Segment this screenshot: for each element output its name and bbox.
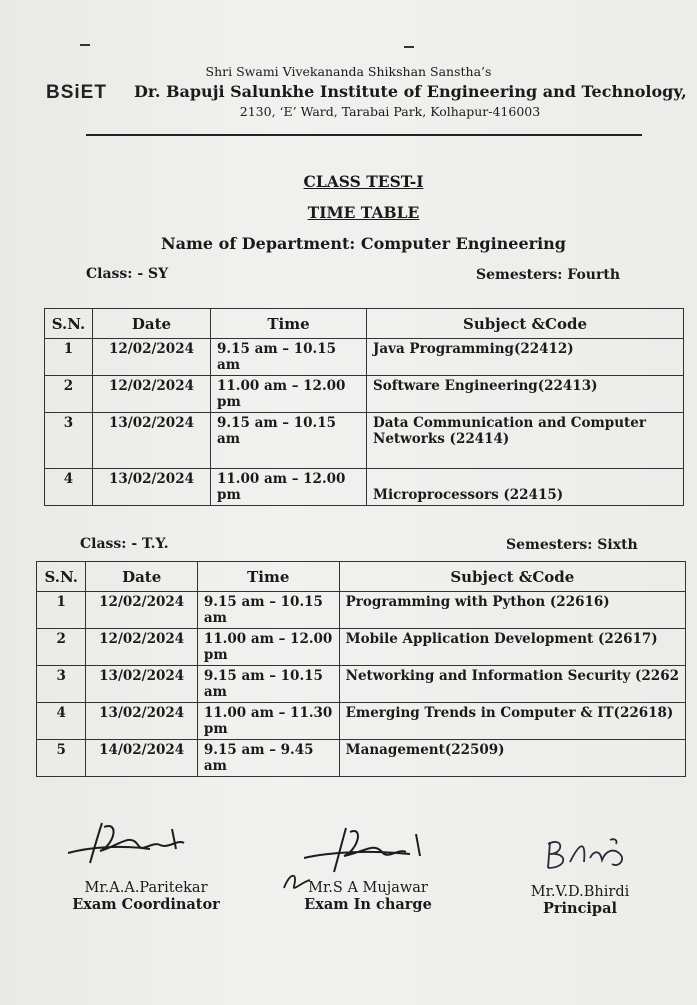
time-cell: 9.15 am – 10.15 am	[197, 592, 339, 629]
date-cell: 13/02/2024	[93, 469, 211, 506]
table-header-row	[45, 309, 684, 339]
document-subtitle: TIME TABLE	[307, 203, 420, 222]
table-row	[45, 339, 684, 376]
sn-cell: 2	[37, 629, 86, 666]
time-cell: 11.00 am – 11.30 pm	[197, 703, 339, 740]
sn-cell: 3	[37, 666, 86, 703]
column-header-subject: Subject &Code	[339, 562, 685, 592]
table-row	[37, 629, 686, 666]
table-row	[37, 592, 686, 629]
signatory-role: Exam Coordinator	[72, 896, 220, 913]
punch-mark	[404, 46, 414, 48]
subject-cell: Mobile Application Development (22617)	[339, 629, 685, 666]
date-cell: 13/02/2024	[93, 413, 211, 469]
time-cell: 9.15 am – 10.15 am	[211, 339, 367, 376]
sn-cell: 4	[45, 469, 93, 506]
punch-mark	[80, 44, 90, 46]
sn-cell: 1	[37, 592, 86, 629]
time-cell: 11.00 am – 12.00 pm	[211, 376, 367, 413]
signatory-block	[514, 884, 646, 917]
date-cell: 12/02/2024	[86, 629, 197, 666]
subject-cell: Networking and Information Security (2262	[339, 666, 685, 703]
date-cell: 13/02/2024	[86, 666, 197, 703]
time-cell: 11.00 am – 12.00 pm	[211, 469, 367, 506]
time-cell: 9.15 am – 10.15 am	[197, 666, 339, 703]
ty-timetable	[36, 561, 686, 777]
time-cell: 9.15 am – 10.15 am	[211, 413, 367, 469]
document-title: CLASS TEST-I	[303, 172, 424, 191]
society-name: Shri Swami Vivekananda Shikshan Sanstha’s	[205, 64, 492, 79]
signatory-role: Exam In charge	[304, 896, 432, 913]
signature-paritekar	[60, 815, 200, 875]
column-header-sn: S.N.	[45, 309, 93, 339]
sn-cell: 3	[45, 413, 93, 469]
signature-mujawar	[300, 822, 430, 882]
sy-class-label: Class: - SY	[86, 266, 169, 282]
table-row	[37, 740, 686, 777]
subject-cell: Data Communication and Computer Networks (22414)	[367, 413, 684, 469]
sn-cell: 4	[37, 703, 86, 740]
sn-cell: 5	[37, 740, 86, 777]
ty-class-label: Class: - T.Y.	[80, 536, 169, 552]
date-cell: 12/02/2024	[93, 339, 211, 376]
signatory-name: Mr.V.D.Bhirdi	[530, 884, 630, 900]
date-cell: 13/02/2024	[86, 703, 197, 740]
institute-logo: BSiET	[46, 82, 107, 103]
column-header-date: Date	[86, 562, 197, 592]
time-cell: 9.15 am – 9.45 am	[197, 740, 339, 777]
signatory-block	[298, 880, 438, 913]
signature-bhirdi	[540, 832, 640, 882]
table-row	[37, 703, 686, 740]
subject-cell: Software Engineering(22413)	[367, 376, 684, 413]
subject-cell: Programming with Python (22616)	[339, 592, 685, 629]
header-divider	[86, 134, 642, 136]
department-name: Name of Department: Computer Engineering	[161, 234, 566, 253]
sn-cell: 2	[45, 376, 93, 413]
ty-semester-label: Semesters: Sixth	[506, 537, 638, 553]
column-header-sn: S.N.	[37, 562, 86, 592]
table-row	[45, 469, 684, 506]
table-header-row	[37, 562, 686, 592]
table-row	[37, 666, 686, 703]
column-header-date: Date	[93, 309, 211, 339]
sy-semester-label: Semesters: Fourth	[476, 267, 621, 283]
subject-cell: Microprocessors (22415)	[367, 469, 684, 506]
signatory-block	[58, 880, 234, 913]
time-cell: 11.00 am – 12.00 pm	[197, 629, 339, 666]
table-row	[45, 413, 684, 469]
signatory-role: Principal	[543, 900, 617, 917]
sn-cell: 1	[45, 339, 93, 376]
column-header-subject: Subject &Code	[367, 309, 684, 339]
column-header-time: Time	[211, 309, 367, 339]
sy-timetable	[44, 308, 684, 506]
table-row	[45, 376, 684, 413]
institute-name: Dr. Bapuji Salunkhe Institute of Engineering and Technology,	[134, 82, 687, 101]
subject-cell: Management(22509)	[339, 740, 685, 777]
institute-address: 2130, ‘E’ Ward, Tarabai Park, Kolhapur-416003	[239, 104, 541, 119]
date-cell: 14/02/2024	[86, 740, 197, 777]
date-cell: 12/02/2024	[93, 376, 211, 413]
subject-cell: Emerging Trends in Computer & IT(22618)	[339, 703, 685, 740]
signatory-name: Mr.S A Mujawar	[308, 880, 428, 896]
subject-cell: Java Programming(22412)	[367, 339, 684, 376]
date-cell: 12/02/2024	[86, 592, 197, 629]
signatory-name: Mr.A.A.Paritekar	[84, 880, 208, 896]
column-header-time: Time	[197, 562, 339, 592]
